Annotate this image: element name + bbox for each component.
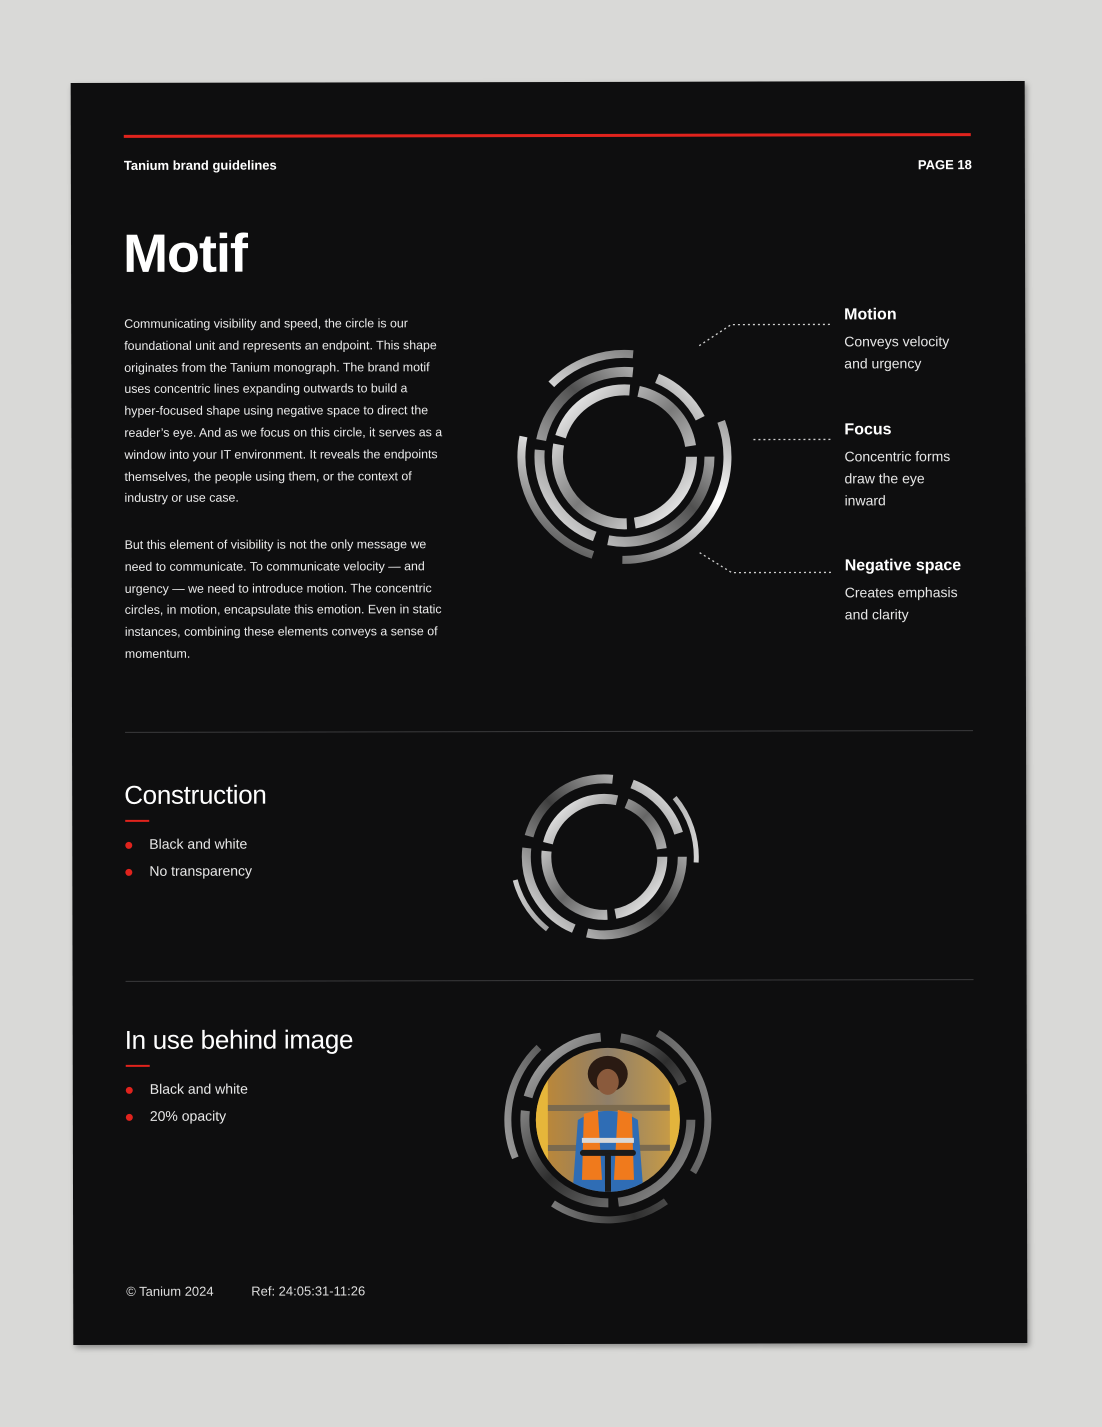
red-bullet-icon [126, 1113, 133, 1120]
callout-description: Concentric forms draw the eye inward [844, 448, 951, 509]
bullet-item [126, 1102, 248, 1129]
section-red-underline [126, 1065, 150, 1067]
section-title-in-use: In use behind image [124, 1024, 354, 1055]
callout-negative-space [845, 557, 1005, 625]
callout-description: Creates emphasis and clarity [844, 584, 958, 623]
bullet-item [125, 857, 252, 884]
bullet-text: No transparency [149, 862, 253, 879]
callout-focus [844, 421, 1004, 511]
motif-behind-image-graphic [498, 1010, 718, 1230]
section-divider [126, 979, 974, 982]
footer-reference: Ref: 24:05:31-11:26 [251, 1283, 366, 1299]
red-bullet-icon [125, 842, 132, 849]
header-red-rule [124, 133, 971, 138]
footer-copyright: © Tanium 2024 [126, 1283, 214, 1299]
callout-motion [844, 306, 1004, 374]
page-number: PAGE 18 [917, 157, 972, 173]
page-title: Motif [122, 223, 248, 284]
callout-title: Focus [844, 421, 892, 439]
bullet-text: Black and white [149, 835, 248, 852]
document-title: Tanium brand guidelines [123, 157, 277, 173]
section-red-underline [125, 820, 149, 822]
intro-paragraph: Communicating visibility and speed, the circle is our foundational unit and represents an endpoint. This shape originates from the Tanium monograph. The brand motif uses concentric lines expanding outwards to build a hyper-focused shape using negative space to direct the reader’s eye. And as we focus on this circle, it serves as a window into your IT environment. It reveals the endpoints themselves, the people using them, or the context of industry or use case. [124, 316, 443, 506]
motion-paragraph: But this element of visibility is not the only message we need to communicate. To communicate velocity — and urgency — we need to introduce motion. The concentric circles, in motion, encapsulate this emotion. Even in static instances, combining these elements conveys a sense of momentum. [124, 537, 442, 661]
construction-bullet-list [125, 831, 252, 884]
red-bullet-icon [126, 1087, 133, 1094]
bullet-text: 20% opacity [149, 1107, 227, 1124]
callout-title: Motion [844, 306, 897, 324]
callout-title: Negative space [844, 557, 962, 575]
bullet-text: Black and white [149, 1080, 248, 1097]
section-title-construction: Construction [124, 779, 267, 810]
bullet-item [126, 1076, 248, 1103]
red-bullet-icon [125, 868, 132, 875]
brand-guidelines-page [71, 81, 1028, 1345]
section-divider [125, 730, 973, 733]
in-use-bullet-list [126, 1076, 248, 1129]
callout-description: Conveys velocity and urgency [844, 333, 950, 372]
bullet-item [125, 831, 252, 858]
motif-construction-graphic [504, 762, 704, 952]
callout-leader-lines [691, 311, 842, 581]
